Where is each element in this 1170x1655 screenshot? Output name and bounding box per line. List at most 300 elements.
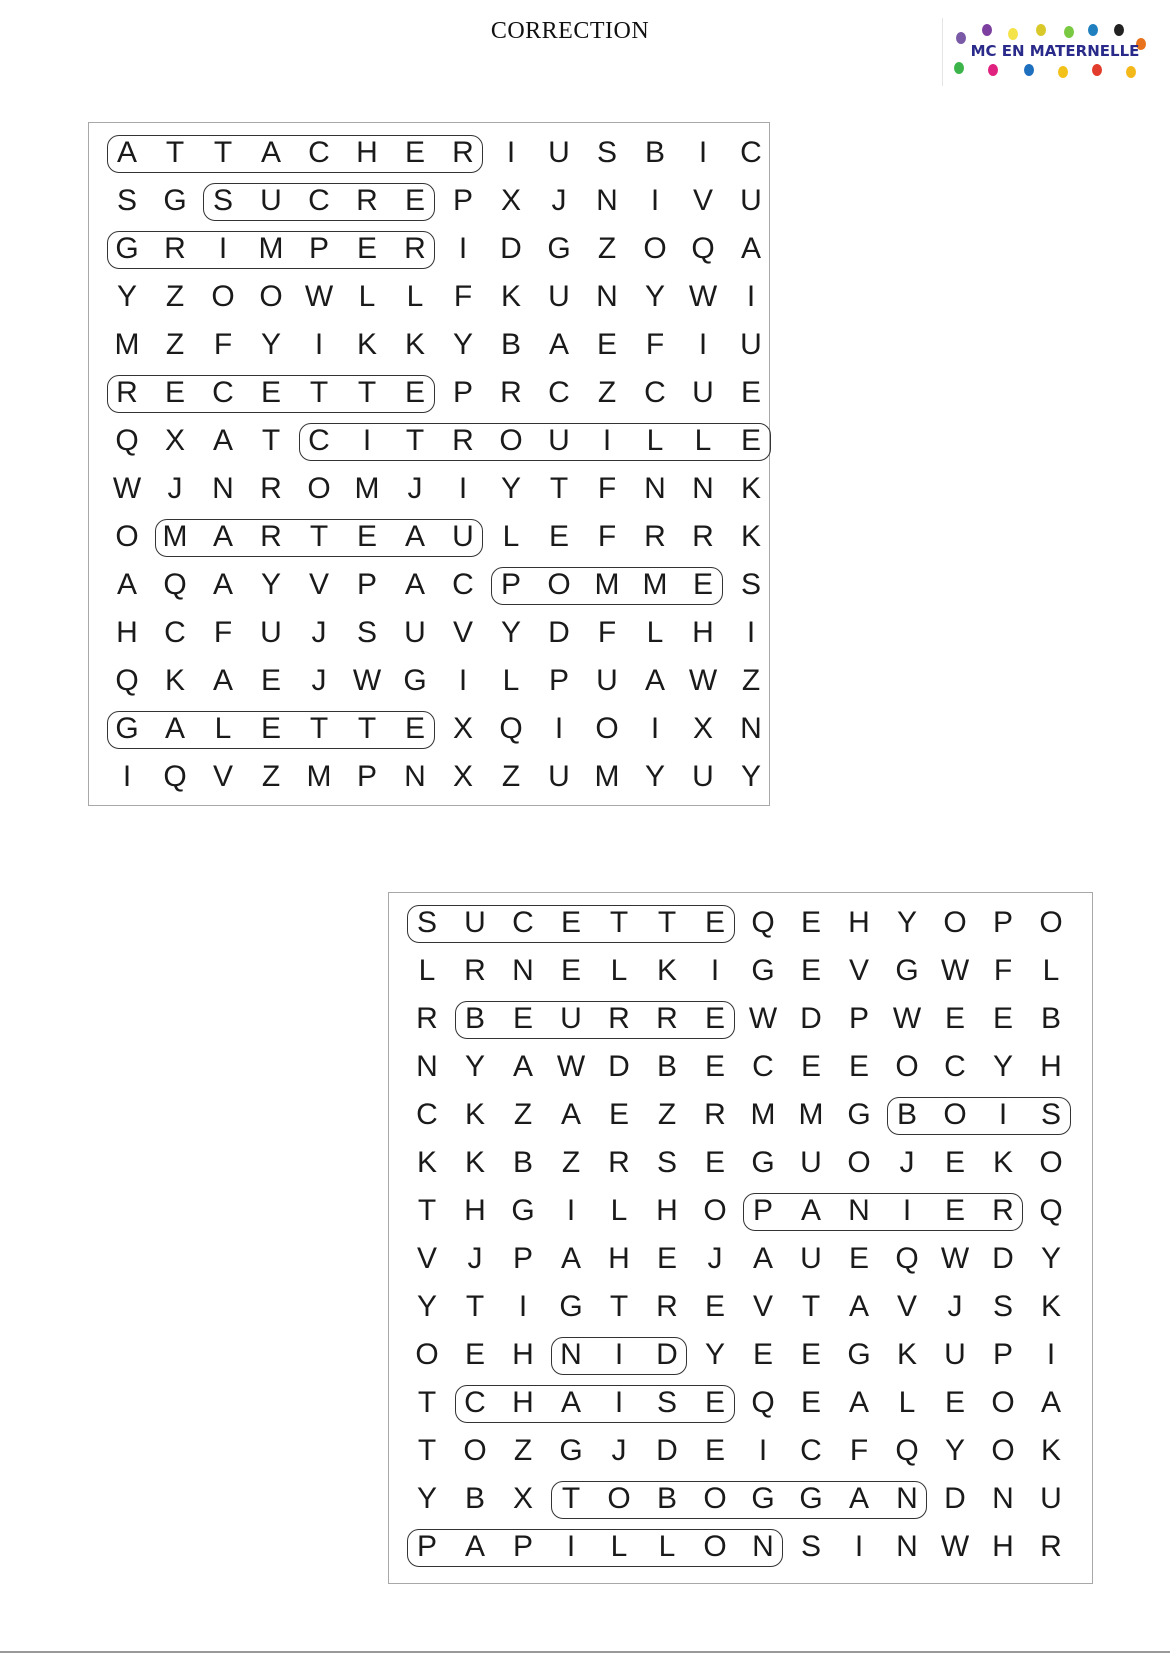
- letter-cell: K: [464, 1098, 485, 1131]
- letter-cell: A: [116, 136, 137, 169]
- letter-cell: O: [703, 1482, 727, 1515]
- letter-cell: V: [452, 616, 473, 649]
- letter-cell: R: [692, 520, 714, 553]
- letter-cell: I: [854, 1530, 864, 1563]
- letter-cell: Q: [115, 664, 139, 697]
- letter-cell: G: [163, 184, 187, 217]
- letter-cell: P: [512, 1530, 533, 1563]
- letter-cell: N: [512, 954, 534, 987]
- letter-cell: U: [404, 616, 426, 649]
- letter-cell: Y: [452, 328, 473, 361]
- letter-cell: T: [165, 136, 185, 169]
- letter-cell: R: [656, 1290, 678, 1323]
- letter-cell: J: [899, 1146, 915, 1179]
- letter-cell: Z: [597, 232, 617, 265]
- letter-cell: K: [416, 1146, 437, 1179]
- letter-cell: N: [740, 712, 762, 745]
- letter-cell: I: [614, 1338, 624, 1371]
- letter-cell: E: [260, 712, 281, 745]
- page-title: CORRECTION: [490, 18, 650, 44]
- letter-cell: B: [656, 1050, 677, 1083]
- letter-cell: E: [164, 376, 185, 409]
- letter-cell: H: [512, 1338, 534, 1371]
- letter-cell: I: [902, 1194, 912, 1227]
- letter-cell: O: [895, 1050, 919, 1083]
- letter-cell: Z: [597, 376, 617, 409]
- letter-cell: O: [259, 280, 283, 313]
- letter-cell: F: [597, 616, 617, 649]
- letter-cell: C: [308, 424, 330, 457]
- letter-cell: G: [115, 232, 139, 265]
- letter-cell: T: [213, 136, 233, 169]
- letter-cell: R: [404, 232, 426, 265]
- letter-cell: E: [260, 664, 281, 697]
- letter-cell: A: [848, 1386, 869, 1419]
- letter-cell: G: [799, 1482, 823, 1515]
- letter-cell: K: [1040, 1434, 1061, 1467]
- letter-cell: D: [548, 616, 570, 649]
- letter-cell: R: [416, 1002, 438, 1035]
- letter-cell: C: [740, 136, 762, 169]
- letter-cell: F: [993, 954, 1013, 987]
- letter-cell: I: [698, 328, 708, 361]
- letter-cell: O: [943, 906, 967, 939]
- letter-cell: L: [214, 712, 232, 745]
- letter-cell: O: [943, 1098, 967, 1131]
- letter-cell: C: [512, 906, 534, 939]
- letter-cell: E: [608, 1098, 629, 1131]
- letter-cell: U: [1040, 1482, 1062, 1515]
- letter-cell: G: [895, 954, 919, 987]
- letter-cell: T: [309, 376, 329, 409]
- letter-cell: C: [308, 136, 330, 169]
- letter-cell: N: [596, 280, 618, 313]
- letter-cell: U: [548, 280, 570, 313]
- letter-cell: E: [944, 1194, 965, 1227]
- letter-cell: U: [692, 376, 714, 409]
- letter-cell: G: [559, 1434, 583, 1467]
- letter-cell: E: [944, 1002, 965, 1035]
- letter-cell: I: [362, 424, 372, 457]
- letter-cell: R: [656, 1002, 678, 1035]
- letter-cell: P: [548, 664, 569, 697]
- letter-cell: Y: [740, 760, 761, 793]
- letter-cell: R: [464, 954, 486, 987]
- letter-cell: F: [849, 1434, 869, 1467]
- letter-cell: C: [752, 1050, 774, 1083]
- letter-cell: U: [548, 424, 570, 457]
- letter-cell: O: [415, 1338, 439, 1371]
- letter-cell: X: [512, 1482, 533, 1515]
- letter-cell: T: [657, 906, 677, 939]
- letter-cell: I: [602, 424, 612, 457]
- letter-cell: B: [464, 1002, 485, 1035]
- letter-cell: R: [116, 376, 138, 409]
- letter-cell: T: [357, 376, 377, 409]
- letter-cell: P: [848, 1002, 869, 1035]
- letter-cell: E: [800, 1386, 821, 1419]
- letter-cell: L: [610, 1530, 628, 1563]
- letter-cell: R: [608, 1002, 630, 1035]
- letter-cell: E: [704, 1290, 725, 1323]
- letter-cell: G: [847, 1338, 871, 1371]
- letter-cell: V: [308, 568, 329, 601]
- letter-cell: I: [998, 1098, 1008, 1131]
- letter-cell: S: [596, 136, 617, 169]
- letter-cell: A: [464, 1530, 485, 1563]
- letter-cell: U: [740, 184, 762, 217]
- letter-cell: E: [356, 232, 377, 265]
- letter-cell: B: [464, 1482, 485, 1515]
- letter-cell: I: [566, 1194, 576, 1227]
- letter-cell: L: [610, 954, 628, 987]
- letter-cell: Y: [260, 568, 281, 601]
- letter-cell: U: [548, 136, 570, 169]
- letter-cell: R: [356, 184, 378, 217]
- letter-cell: R: [260, 520, 282, 553]
- letter-cell: T: [549, 472, 569, 505]
- letter-cell: O: [607, 1482, 631, 1515]
- letter-cell: H: [1040, 1050, 1062, 1083]
- letter-cell: A: [116, 568, 137, 601]
- letter-cell: I: [710, 954, 720, 987]
- letter-cell: E: [356, 520, 377, 553]
- letter-cell: L: [358, 280, 376, 313]
- letter-cell: E: [704, 1050, 725, 1083]
- letter-cell: H: [464, 1194, 486, 1227]
- letter-cell: W: [892, 1002, 922, 1035]
- letter-cell: E: [560, 954, 581, 987]
- letter-cell: T: [417, 1434, 437, 1467]
- letter-cell: P: [452, 376, 473, 409]
- letter-cell: E: [260, 376, 281, 409]
- letter-cell: A: [1040, 1386, 1061, 1419]
- letter-cell: F: [597, 472, 617, 505]
- letter-cell: N: [404, 760, 426, 793]
- letter-cell: Y: [704, 1338, 725, 1371]
- letter-cell: N: [896, 1482, 918, 1515]
- letter-cell: A: [164, 712, 185, 745]
- letter-cell: Z: [513, 1434, 533, 1467]
- letter-cell: A: [644, 664, 665, 697]
- letter-cell: Q: [751, 906, 775, 939]
- letter-cell: M: [798, 1098, 824, 1131]
- letter-cell: H: [992, 1530, 1014, 1563]
- letter-cell: M: [750, 1098, 776, 1131]
- letter-cell: I: [518, 1290, 528, 1323]
- letter-cell: Z: [657, 1098, 677, 1131]
- letter-cell: R: [608, 1146, 630, 1179]
- letter-cell: V: [752, 1290, 773, 1323]
- letter-cell: Y: [644, 760, 665, 793]
- letter-cell: E: [800, 1338, 821, 1371]
- letter-cell: H: [848, 906, 870, 939]
- letter-cell: Y: [944, 1434, 965, 1467]
- letter-cell: I: [554, 712, 564, 745]
- letter-cell: M: [162, 520, 188, 553]
- letter-cell: K: [464, 1146, 485, 1179]
- letter-cell: M: [306, 760, 332, 793]
- letter-cell: A: [212, 520, 233, 553]
- letter-cell: R: [260, 472, 282, 505]
- letter-cell: E: [404, 376, 425, 409]
- letter-cell: O: [211, 280, 235, 313]
- letter-cell: I: [614, 1386, 624, 1419]
- letter-cell: T: [609, 906, 629, 939]
- letter-cell: W: [352, 664, 382, 697]
- letter-cell: W: [304, 280, 334, 313]
- letter-cell: V: [416, 1242, 437, 1275]
- letter-cell: Q: [691, 232, 715, 265]
- letter-cell: M: [258, 232, 284, 265]
- letter-cell: D: [500, 232, 522, 265]
- letter-cell: U: [560, 1002, 582, 1035]
- letter-cell: G: [547, 232, 571, 265]
- letter-cell: J: [611, 1434, 627, 1467]
- letter-cell: W: [688, 280, 718, 313]
- letter-cell: U: [452, 520, 474, 553]
- letter-cell: E: [740, 376, 761, 409]
- letter-cell: T: [417, 1194, 437, 1227]
- letter-cell: W: [556, 1050, 586, 1083]
- letter-cell: L: [502, 664, 520, 697]
- letter-cell: R: [992, 1194, 1014, 1227]
- letter-cell: I: [122, 760, 132, 793]
- letter-cell: A: [560, 1098, 581, 1131]
- letter-cell: E: [704, 1002, 725, 1035]
- letter-cell: X: [500, 184, 521, 217]
- letter-cell: E: [944, 1386, 965, 1419]
- letter-cell: H: [512, 1386, 534, 1419]
- letter-cell: X: [164, 424, 185, 457]
- logo-text: MC EN MATERNELLE: [970, 42, 1140, 60]
- letter-cell: C: [464, 1386, 486, 1419]
- letter-cell: E: [992, 1002, 1013, 1035]
- letter-cell: C: [800, 1434, 822, 1467]
- letter-cell: A: [548, 328, 569, 361]
- letter-cell: Y: [1040, 1242, 1061, 1275]
- letter-cell: K: [404, 328, 425, 361]
- letter-cell: E: [848, 1050, 869, 1083]
- letter-cell: Z: [513, 1098, 533, 1131]
- letter-cell: I: [506, 136, 516, 169]
- letter-cell: L: [646, 616, 664, 649]
- letter-cell: D: [944, 1482, 966, 1515]
- letter-cell: V: [848, 954, 869, 987]
- letter-cell: O: [991, 1386, 1015, 1419]
- letter-cell: E: [800, 954, 821, 987]
- letter-cell: B: [512, 1146, 533, 1179]
- letter-cell: K: [740, 520, 761, 553]
- letter-cell: T: [405, 424, 425, 457]
- letter-cell: Z: [501, 760, 521, 793]
- letter-cell: P: [452, 184, 473, 217]
- letter-cell: R: [164, 232, 186, 265]
- letter-cell: Z: [561, 1146, 581, 1179]
- letter-cell: Y: [896, 906, 917, 939]
- letter-cell: O: [991, 1434, 1015, 1467]
- letter-cell: A: [752, 1242, 773, 1275]
- letter-cell: G: [115, 712, 139, 745]
- letter-cell: T: [309, 712, 329, 745]
- letter-cell: U: [740, 328, 762, 361]
- letter-cell: Z: [165, 280, 185, 313]
- letter-cell: I: [1046, 1338, 1056, 1371]
- letter-cell: M: [594, 760, 620, 793]
- letter-cell: P: [416, 1530, 437, 1563]
- letter-cell: Q: [163, 760, 187, 793]
- word-search-grid-2: [388, 892, 1093, 1584]
- word-search-grid-1: [88, 122, 770, 806]
- letter-cell: T: [309, 520, 329, 553]
- letter-cell: K: [356, 328, 377, 361]
- letter-cell: S: [656, 1386, 677, 1419]
- letter-cell: A: [212, 424, 233, 457]
- letter-cell: R: [500, 376, 522, 409]
- letter-cell: T: [417, 1386, 437, 1419]
- letter-cell: O: [703, 1530, 727, 1563]
- letter-cell: C: [548, 376, 570, 409]
- letter-cell: P: [992, 906, 1013, 939]
- letter-cell: N: [692, 472, 714, 505]
- letter-cell: B: [896, 1098, 917, 1131]
- letter-cell: J: [311, 616, 327, 649]
- letter-cell: N: [752, 1530, 774, 1563]
- letter-cell: X: [692, 712, 713, 745]
- letter-cell: E: [548, 520, 569, 553]
- letter-cell: U: [692, 760, 714, 793]
- letter-cell: E: [404, 136, 425, 169]
- letter-cell: K: [500, 280, 521, 313]
- letter-cell: L: [1042, 954, 1060, 987]
- letter-cell: E: [704, 1434, 725, 1467]
- letter-cell: L: [694, 424, 712, 457]
- letter-cell: J: [407, 472, 423, 505]
- letter-cell: Y: [644, 280, 665, 313]
- letter-cell: C: [644, 376, 666, 409]
- letter-cell: J: [707, 1242, 723, 1275]
- letter-cell: S: [356, 616, 377, 649]
- letter-cell: H: [656, 1194, 678, 1227]
- letter-cell: E: [740, 424, 761, 457]
- letter-cell: E: [464, 1338, 485, 1371]
- letter-cell: I: [218, 232, 228, 265]
- letter-cell: A: [404, 520, 425, 553]
- letter-cell: X: [452, 760, 473, 793]
- letter-cell: E: [704, 1386, 725, 1419]
- letter-cell: B: [1040, 1002, 1061, 1035]
- letter-cell: P: [992, 1338, 1013, 1371]
- letter-cell: J: [947, 1290, 963, 1323]
- letter-cell: Z: [261, 760, 281, 793]
- letter-cell: F: [453, 280, 473, 313]
- letter-cell: S: [992, 1290, 1013, 1323]
- letter-cell: R: [452, 136, 474, 169]
- letter-cell: Y: [260, 328, 281, 361]
- letter-cell: O: [703, 1194, 727, 1227]
- letter-cell: M: [354, 472, 380, 505]
- letter-cell: C: [944, 1050, 966, 1083]
- letter-cell: I: [314, 328, 324, 361]
- letter-cell: Y: [416, 1290, 437, 1323]
- letter-cell: O: [643, 232, 667, 265]
- letter-cell: W: [748, 1002, 778, 1035]
- letter-cell: P: [512, 1242, 533, 1275]
- letter-cell: F: [645, 328, 665, 361]
- letter-cell: E: [560, 906, 581, 939]
- letter-cell: Y: [416, 1482, 437, 1515]
- letter-cell: G: [559, 1290, 583, 1323]
- letter-cell: U: [800, 1242, 822, 1275]
- letter-cell: U: [260, 184, 282, 217]
- letter-cell: I: [458, 472, 468, 505]
- letter-cell: M: [594, 568, 620, 601]
- letter-cell: C: [452, 568, 474, 601]
- letter-cell: X: [452, 712, 473, 745]
- letter-cell: J: [551, 184, 567, 217]
- letter-cell: L: [418, 954, 436, 987]
- letter-cell: S: [116, 184, 137, 217]
- letter-cell: T: [465, 1290, 485, 1323]
- letter-cell: U: [596, 664, 618, 697]
- letter-cell: P: [500, 568, 521, 601]
- letter-cell: Y: [500, 616, 521, 649]
- letter-cell: I: [458, 232, 468, 265]
- letter-cell: P: [356, 760, 377, 793]
- letter-cell: I: [746, 616, 756, 649]
- letter-cell: D: [992, 1242, 1014, 1275]
- letter-cell: F: [597, 520, 617, 553]
- letter-cell: A: [212, 664, 233, 697]
- letter-cell: G: [751, 954, 775, 987]
- letter-cell: L: [646, 424, 664, 457]
- letter-cell: A: [512, 1050, 533, 1083]
- letter-cell: A: [560, 1386, 581, 1419]
- letter-cell: E: [944, 1146, 965, 1179]
- letter-cell: N: [644, 472, 666, 505]
- letter-cell: O: [547, 568, 571, 601]
- letter-cell: N: [992, 1482, 1014, 1515]
- letter-cell: J: [467, 1242, 483, 1275]
- letter-cell: U: [260, 616, 282, 649]
- letter-cell: E: [656, 1242, 677, 1275]
- letter-cell: Z: [165, 328, 185, 361]
- letter-cell: H: [116, 616, 138, 649]
- letter-cell: N: [560, 1338, 582, 1371]
- letter-cell: W: [940, 1530, 970, 1563]
- page-edge: [0, 1651, 1170, 1653]
- letter-cell: B: [644, 136, 665, 169]
- letter-cell: V: [692, 184, 713, 217]
- letter-cell: H: [692, 616, 714, 649]
- letter-cell: E: [704, 1146, 725, 1179]
- letter-cell: G: [751, 1482, 775, 1515]
- letter-cell: E: [800, 1050, 821, 1083]
- letter-cell: J: [167, 472, 183, 505]
- letter-cell: O: [1039, 906, 1063, 939]
- letter-cell: P: [752, 1194, 773, 1227]
- letter-cell: V: [212, 760, 233, 793]
- letter-cell: Y: [500, 472, 521, 505]
- letter-cell: B: [656, 1482, 677, 1515]
- letter-cell: I: [758, 1434, 768, 1467]
- letter-cell: R: [452, 424, 474, 457]
- letter-cell: U: [944, 1338, 966, 1371]
- letter-cell: L: [898, 1386, 916, 1419]
- letter-cell: Q: [751, 1386, 775, 1419]
- letter-cell: D: [656, 1338, 678, 1371]
- letter-cell: W: [112, 472, 142, 505]
